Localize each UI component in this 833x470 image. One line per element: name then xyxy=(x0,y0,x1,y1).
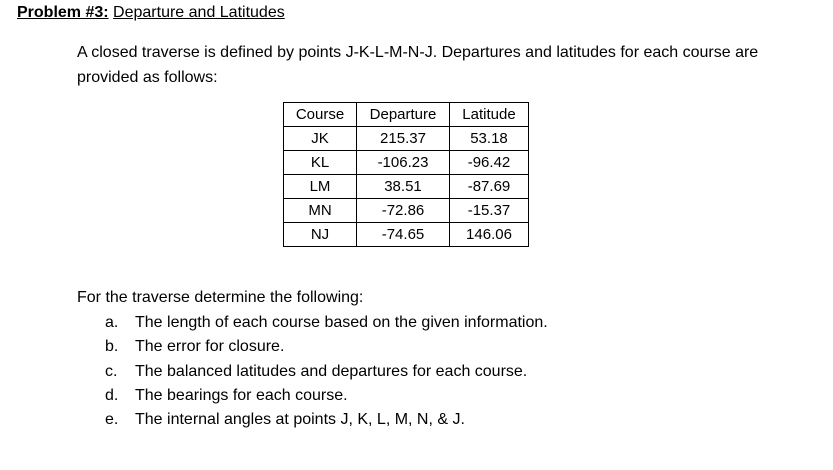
list-marker: e. xyxy=(105,411,119,429)
latitude-cell: 53.18 xyxy=(450,127,529,151)
latitude-cell: -96.42 xyxy=(450,151,529,175)
problem-label: Problem #3: xyxy=(17,4,109,21)
traverse-table xyxy=(283,102,529,247)
table-row xyxy=(284,223,529,247)
latitude-cell: -87.69 xyxy=(450,175,529,199)
list-item xyxy=(105,384,548,408)
latitude-cell: -15.37 xyxy=(450,199,529,223)
problem-title: Departure and Latitudes xyxy=(113,4,285,21)
problem-intro: A closed traverse is defined by points J-K-L-M-N-J. Departures and latitudes for each course are provided as follows: xyxy=(77,44,759,86)
table-row xyxy=(284,175,529,199)
departure-cell: -106.23 xyxy=(357,151,450,175)
table-row xyxy=(284,151,529,175)
list-item-text: The balanced latitudes and departures for each course. xyxy=(135,362,528,380)
task-list xyxy=(105,311,548,432)
header-latitude: Latitude xyxy=(450,103,529,127)
list-item-text: The error for closure. xyxy=(135,338,285,356)
list-marker: c. xyxy=(105,362,118,380)
list-item xyxy=(105,335,548,359)
course-cell: MN xyxy=(284,199,357,223)
problem-heading xyxy=(17,3,285,23)
table-row xyxy=(284,199,529,223)
departure-cell: 38.51 xyxy=(357,175,450,199)
list-item-text: The length of each course based on the given information. xyxy=(135,314,548,331)
departure-cell: 215.37 xyxy=(357,127,450,151)
latitude-cell: 146.06 xyxy=(450,223,529,247)
list-marker: b. xyxy=(105,338,119,356)
list-item xyxy=(105,360,548,384)
departure-cell: -72.86 xyxy=(357,199,450,223)
header-course: Course xyxy=(284,103,357,127)
list-marker: d. xyxy=(105,386,119,404)
list-item-text: The internal angles at points J, K, L, M, N, & J. xyxy=(135,411,465,429)
course-cell: NJ xyxy=(284,223,357,247)
list-marker: a. xyxy=(105,314,119,331)
course-cell: JK xyxy=(284,127,357,151)
list-item xyxy=(105,408,548,432)
list-item-text: The bearings for each course. xyxy=(135,386,348,404)
course-cell: KL xyxy=(284,151,357,175)
tasks-lead: For the traverse determine the following: xyxy=(77,289,364,306)
header-departure: Departure xyxy=(357,103,450,127)
departure-cell: -74.65 xyxy=(357,223,450,247)
list-item xyxy=(105,311,548,335)
course-cell: LM xyxy=(284,175,357,199)
table-header-row xyxy=(284,103,529,127)
table-row xyxy=(284,127,529,151)
